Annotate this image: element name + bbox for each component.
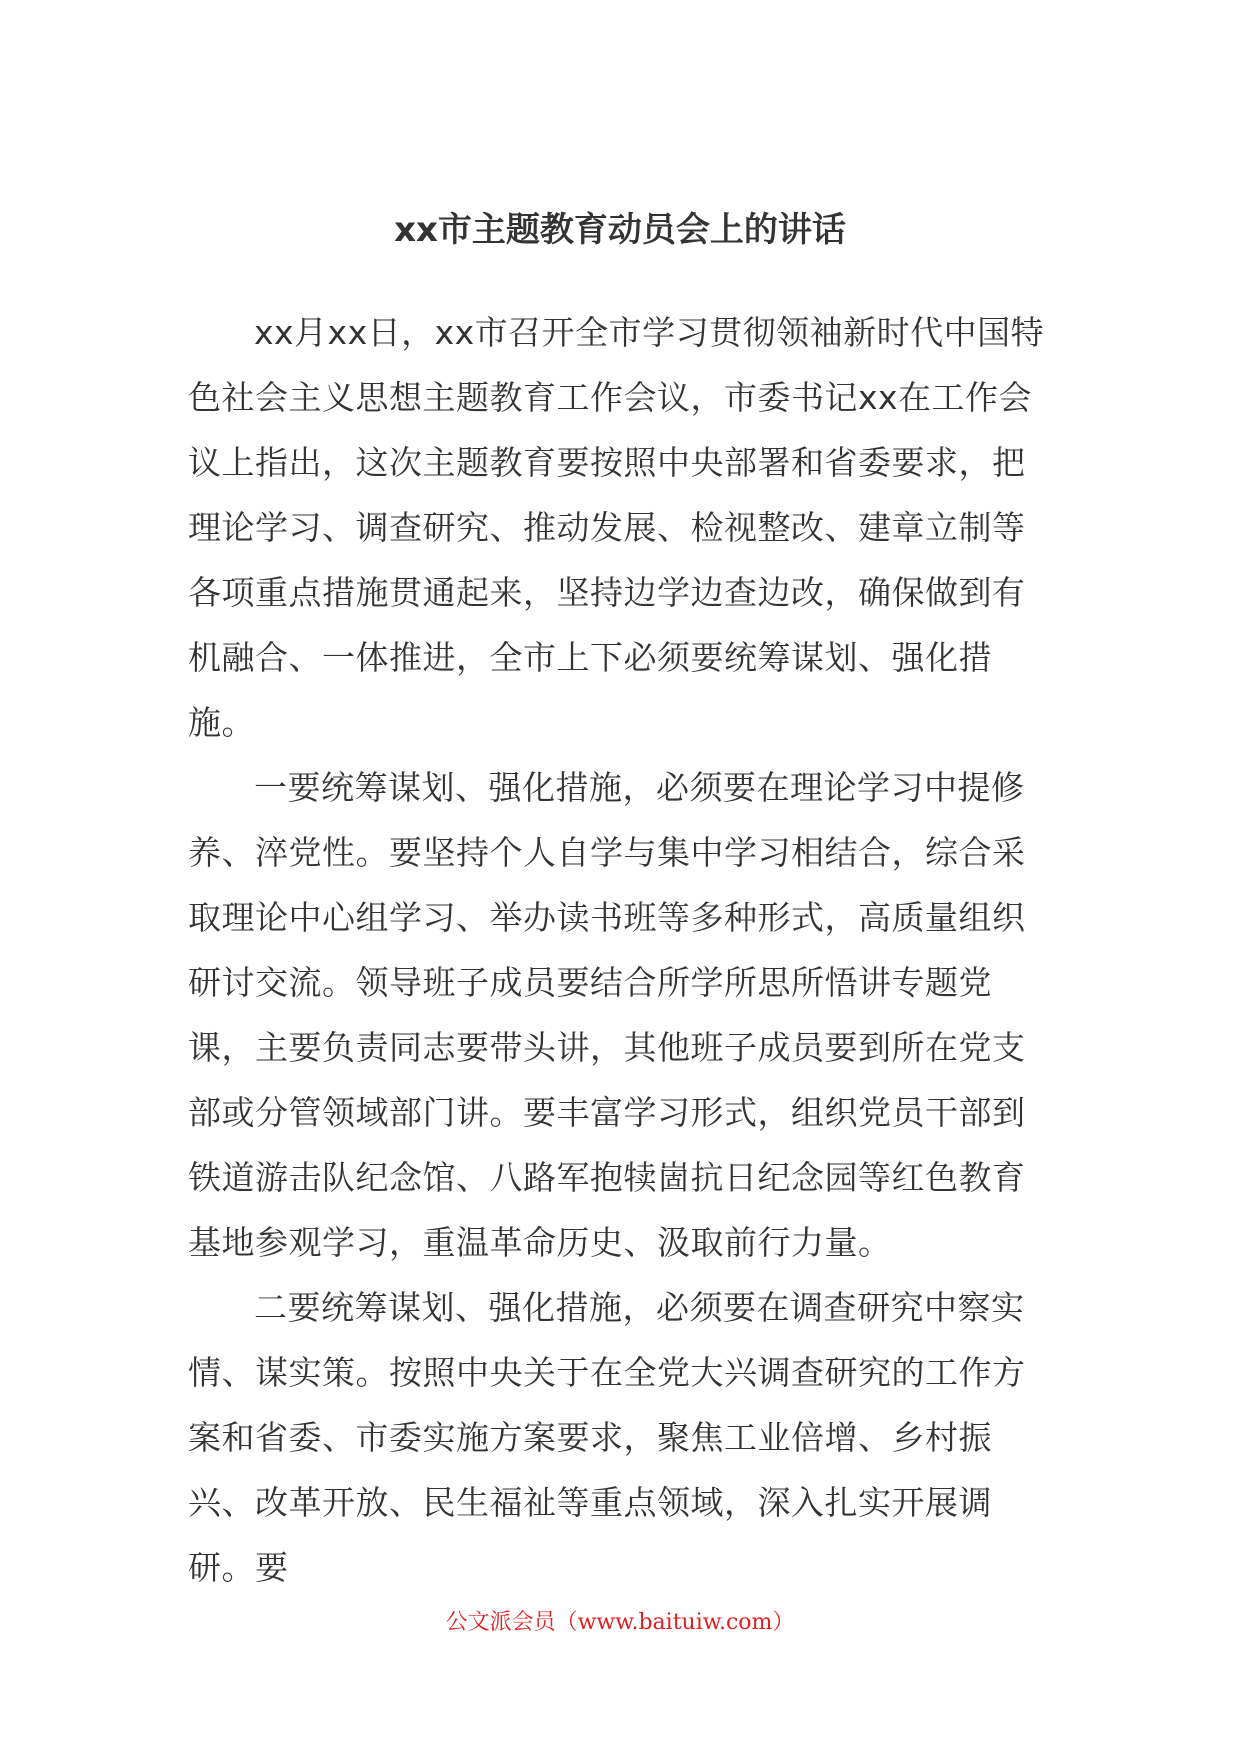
footer-watermark-link[interactable]: 公文派会员（www.baituiw.com） bbox=[445, 1610, 795, 1635]
document-title: xx市主题教育动员会上的讲话 bbox=[394, 210, 846, 250]
paragraph-point-one: 一要统筹谋划、强化措施，必须要在理论学习中提修养、淬党性。要坚持个人自学与集中学习相结合，综合采取理论中心组学习、举办读书班等多种形式，高质量组织研讨交流。领导班子成员要结合所学所思所悟讲专题党课，主要负责同志要带头讲，其他班子成员要到所在党支部或分管领域部门讲。要丰富学习形式，组织党员干部到铁道游击队纪念馆、八路军抱犊崮抗日纪念园等红色教育基地参观学习，重温革命历史、汲取前行力量。 bbox=[188, 768, 1026, 1262]
paragraph-intro: xx月xx日，xx市召开全市学习贯彻领袖新时代中国特色社会主义思想主题教育工作会议，市委书记xx在工作会议上指出，这次主题教育要按照中央部署和省委要求，把理论学习、调查研究、推动发展、检视整改、建章立制等各项重点措施贯通起来，坚持边学边查边改，确保做到有机融合、一体推进，全市上下必须要统筹谋划、强化措施。 bbox=[188, 313, 1045, 742]
paragraph-point-two: 二要统筹谋划、强化措施，必须要在调查研究中察实情、谋实策。按照中央关于在全党大兴调查研究的工作方案和省委、市委实施方案要求，聚焦工业倍增、乡村振兴、改革开放、民生福祉等重点领域，深入扎实开展调研。要 bbox=[188, 1288, 1026, 1587]
document-body bbox=[188, 300, 1054, 1600]
